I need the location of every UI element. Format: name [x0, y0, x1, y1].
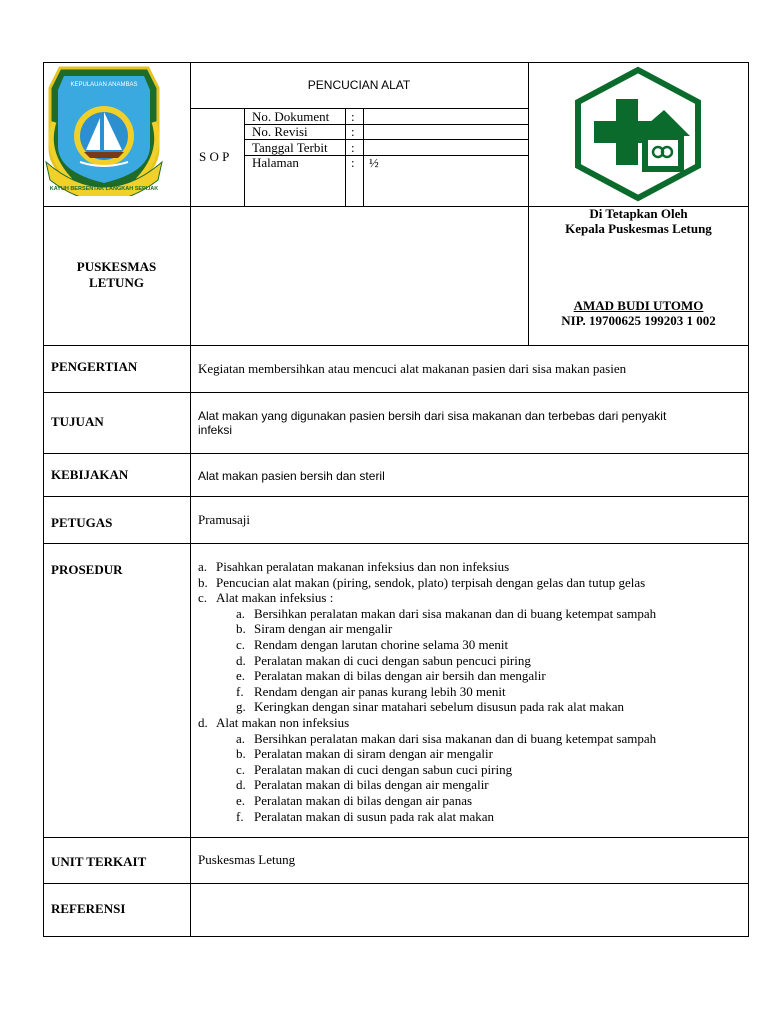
petugas-text: Pramusaji: [198, 512, 250, 527]
org-name-line2: LETUNG: [89, 275, 144, 290]
doc-field-value: ½: [369, 155, 379, 170]
doc-field-sep: :: [351, 124, 355, 139]
pengertian-label: PENGERTIAN: [51, 359, 138, 374]
kebijakan-label: KEBIJAKAN: [51, 467, 129, 482]
sop-divider: [244, 108, 245, 206]
signer-name: AMAD BUDI UTOMO: [573, 298, 704, 313]
list-item: c. Rendam dengan larutan chorine selama 30 menit: [236, 636, 509, 652]
list-item: g. Keringkan dengan sinar matahari sebelum disusun pada rak alat makan: [236, 699, 625, 715]
colon-col-left: [345, 108, 346, 206]
prosedur-label: PROSEDUR: [51, 562, 123, 577]
colon-col-right: [363, 108, 364, 206]
emblem-top-text: KEPULAUAN ANAMBAS: [70, 82, 138, 88]
approval-line1: Di Tetapkan Oleh: [589, 206, 688, 221]
list-item: e. Peralatan makan di bilas dengan air bersih dan mengalir: [236, 668, 546, 684]
emblem-ribbon-text: KAYUH BERSENTAK LANGKAH SEPIJAK: [49, 186, 159, 192]
petugas-label: PETUGAS: [51, 515, 113, 530]
pengertian-text: Kegiatan membersihkan atau mencuci alat makanan pasien dari sisa makan pasien: [198, 361, 627, 376]
page-title: PENCUCIAN ALAT: [307, 78, 411, 92]
doc-field-label: Tanggal Terbit: [252, 140, 328, 155]
unit-terkait-label: UNIT TERKAIT: [51, 854, 147, 869]
header-divider-left: [190, 62, 191, 346]
list-item: d. Alat makan non infeksius a. Bersihkan peralatan makan dari sisa makanan dan di buang ketempat sampah b. Peralatan makan di siram dengan air mengalir c. Peralatan makan di cuci dengan sabun cuci piring d. Peralatan makan di bilas dengan air mengalir e. Peralatan makan di bilas dengan air panas f. Peralatan makan di susun pada rak alat makan: [198, 714, 657, 824]
list-item: a. Pisahkan peralatan makanan infeksius dan non infeksius: [198, 559, 510, 574]
list-item: d. Peralatan makan di cuci dengan sabun pencuci piring: [236, 652, 531, 668]
puskesmas-cross-logo-icon: [572, 66, 704, 202]
unit-terkait-text: Puskesmas Letung: [198, 852, 296, 867]
doc-field-sep: :: [351, 140, 355, 155]
prosedur-list: [198, 559, 656, 824]
doc-field-label: Halaman: [252, 155, 299, 170]
doc-field-label: No. Dokument: [252, 109, 330, 124]
regency-emblem-icon: [40, 62, 166, 196]
org-name-line1: PUSKESMAS: [76, 259, 157, 274]
list-item: b. Pencucian alat makan (piring, sendok, plato) terpisah dengan gelas dan tutup gelas: [198, 574, 646, 590]
row-divider: [43, 496, 749, 497]
tujuan-label: TUJUAN: [51, 414, 104, 429]
referensi-label: REFERENSI: [51, 901, 126, 916]
row-divider: [43, 392, 749, 393]
row-divider: [43, 837, 749, 838]
list-item: a. Bersihkan peralatan makan dari sisa makanan dan di buang ketempat sampah: [236, 730, 657, 746]
list-item: f. Rendam dengan air panas kurang lebih 30 menit: [236, 683, 506, 699]
kebijakan-text: Alat makan pasien bersih dan steril: [198, 469, 385, 483]
list-item: b. Siram dengan air mengalir: [236, 621, 393, 637]
label-column-divider: [190, 345, 191, 937]
sop-label: S O P: [199, 149, 230, 164]
row-divider: [43, 883, 749, 884]
list-item: c. Peralatan makan di cuci dengan sabun cuci piring: [236, 761, 513, 777]
row-divider: [43, 543, 749, 544]
list-item: b. Peralatan makan di siram dengan air mengalir: [236, 746, 493, 762]
doc-field-label: No. Revisi: [252, 124, 308, 139]
doc-field-sep: :: [351, 109, 355, 124]
row-divider: [43, 453, 749, 454]
title-divider: [190, 108, 528, 109]
tujuan-text-line2: infeksi: [198, 423, 233, 437]
list-item: c. Alat makan infeksius : a. Bersihkan peralatan makan dari sisa makanan dan di buang ketempat sampah b. Siram dengan air mengalir c. Rendam dengan larutan chorine selama 30 menit d. Peralatan makan di cuci dengan sabun pencuci piring e. Peralatan makan di bilas dengan air bersih dan mengalir f. Rendam dengan air panas kurang lebih 30 menit g. Keringkan dengan sinar matahari sebelum disusun pada rak alat makan: [198, 590, 657, 715]
tujuan-text-line1: Alat makan yang digunakan pasien bersih dari sisa makanan dan terbebas dari penyakit: [198, 409, 667, 423]
signer-nip: NIP. 19700625 199203 1 002: [561, 313, 716, 328]
list-item: d. Peralatan makan di bilas dengan air mengalir: [236, 777, 489, 793]
list-item: a. Bersihkan peralatan makan dari sisa makanan dan di buang ketempat sampah: [236, 605, 657, 621]
doc-field-sep: :: [351, 155, 355, 170]
approval-line2: Kepala Puskesmas Letung: [565, 221, 712, 236]
list-item: e. Peralatan makan di bilas dengan air panas: [236, 792, 473, 808]
list-item: f. Peralatan makan di susun pada rak alat makan: [236, 808, 495, 824]
